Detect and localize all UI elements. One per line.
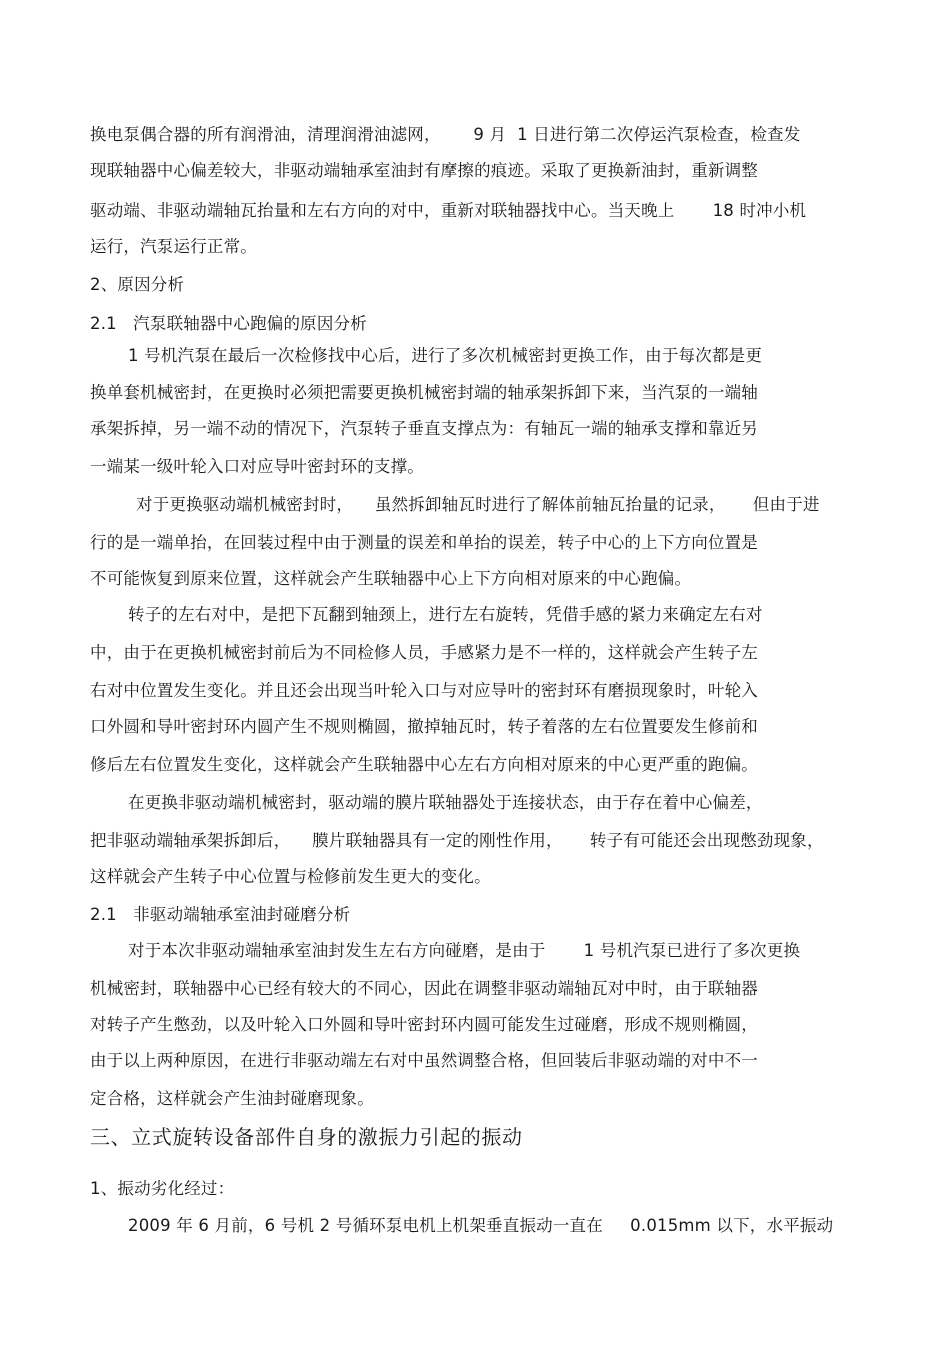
text-line: 定合格，这样就会产生油封碰磨现象。 xyxy=(90,1089,374,1108)
text-line: 一端某一级叶轮入口对应导叶密封环的支撑。 xyxy=(90,457,424,476)
text-line: 承架拆掉，另一端不动的情况下，汽泵转子垂直支撑点为：有轴瓦一端的轴承支撑和靠近另 xyxy=(90,419,758,438)
text-line: 机械密封，联轴器中心已经有较大的不同心，因此在调整非驱动端轴瓦对中时，由于联轴器 xyxy=(90,979,758,998)
text-line: 换电泵偶合器的所有润滑油，清理润滑油滤网， 9 月 1 日进行第二次停运汽泵检查，检查发 xyxy=(90,125,801,144)
text-line: 中，由于在更换机械密封前后为不同检修人员，手感紧力是不一样的，这样就会产生转子左 xyxy=(90,643,758,662)
text-line: 口外圆和导叶密封环内圆产生不规则椭圆，撤掉轴瓦时，转子着落的左右位置要发生修前和 xyxy=(90,717,758,736)
text-line: 在更换非驱动端机械密封，驱动端的膜片联轴器处于连接状态，由于存在着中心偏差， xyxy=(128,793,763,812)
text-line: 对于本次非驱动端轴承室油封发生左右方向碰磨，是由于 1 号机汽泵已进行了多次更换 xyxy=(128,941,801,960)
section-heading: 1、振动劣化经过： xyxy=(90,1179,235,1198)
text-line: 对转子产生憋劲，以及叶轮入口外圆和导叶密封环内圆可能发生过碰磨，形成不规则椭圆， xyxy=(90,1015,758,1034)
section-heading: 2、原因分析 xyxy=(90,275,185,294)
text-line: 这样就会产生转子中心位置与检修前发生更大的变化。 xyxy=(90,867,491,886)
text-line: 2009 年 6 月前，6 号机 2 号循环泵电机上机架垂直振动一直在 0.015mm 以下，水平振动 xyxy=(128,1216,834,1235)
text-line: 对于更换驱动端机械密封时， 虽然拆卸轴瓦时进行了解体前轴瓦抬量的记录， 但由于进 xyxy=(136,495,820,514)
text-line: 把非驱动端轴承架拆卸后， 膜片联轴器具有一定的刚性作用， 转子有可能还会出现憋劲现象， xyxy=(90,831,824,850)
text-line: 驱动端、非驱动端轴瓦抬量和左右方向的对中，重新对联轴器找中心。当天晚上 18 时冲小机 xyxy=(90,201,807,220)
subsection-heading: 2.1 非驱动端轴承室油封碰磨分析 xyxy=(90,905,351,924)
text-line: 现联轴器中心偏差较大，非驱动端轴承室油封有摩擦的痕迹。采取了更换新油封，重新调整 xyxy=(90,161,758,180)
text-line: 行的是一端单抬，在回装过程中由于测量的误差和单抬的误差，转子中心的上下方向位置是 xyxy=(90,533,758,552)
text-line: 换单套机械密封，在更换时必须把需要更换机械密封端的轴承架拆卸下来，当汽泵的一端轴 xyxy=(90,383,758,402)
text-line: 不可能恢复到原来位置，这样就会产生联轴器中心上下方向相对原来的中心跑偏。 xyxy=(90,569,692,588)
text-line: 修后左右位置发生变化，这样就会产生联轴器中心左右方向相对原来的中心更严重的跑偏。 xyxy=(90,755,758,774)
subsection-heading: 2.1 汽泵联轴器中心跑偏的原因分析 xyxy=(90,314,367,333)
text-line: 转子的左右对中，是把下瓦翻到轴颈上，进行左右旋转，凭借手感的紧力来确定左右对 xyxy=(128,605,763,624)
text-line: 1 号机汽泵在最后一次检修找中心后，进行了多次机械密封更换工作，由于每次都是更 xyxy=(128,346,763,365)
text-line: 运行，汽泵运行正常。 xyxy=(90,237,257,256)
text-line: 由于以上两种原因，在进行非驱动端左右对中虽然调整合格，但回装后非驱动端的对中不一 xyxy=(90,1051,758,1070)
chapter-heading: 三、立式旋转设备部件自身的激振力引起的振动 xyxy=(90,1125,523,1149)
text-line: 右对中位置发生变化。并且还会出现当叶轮入口与对应导叶的密封环有磨损现象时，叶轮入 xyxy=(90,681,758,700)
